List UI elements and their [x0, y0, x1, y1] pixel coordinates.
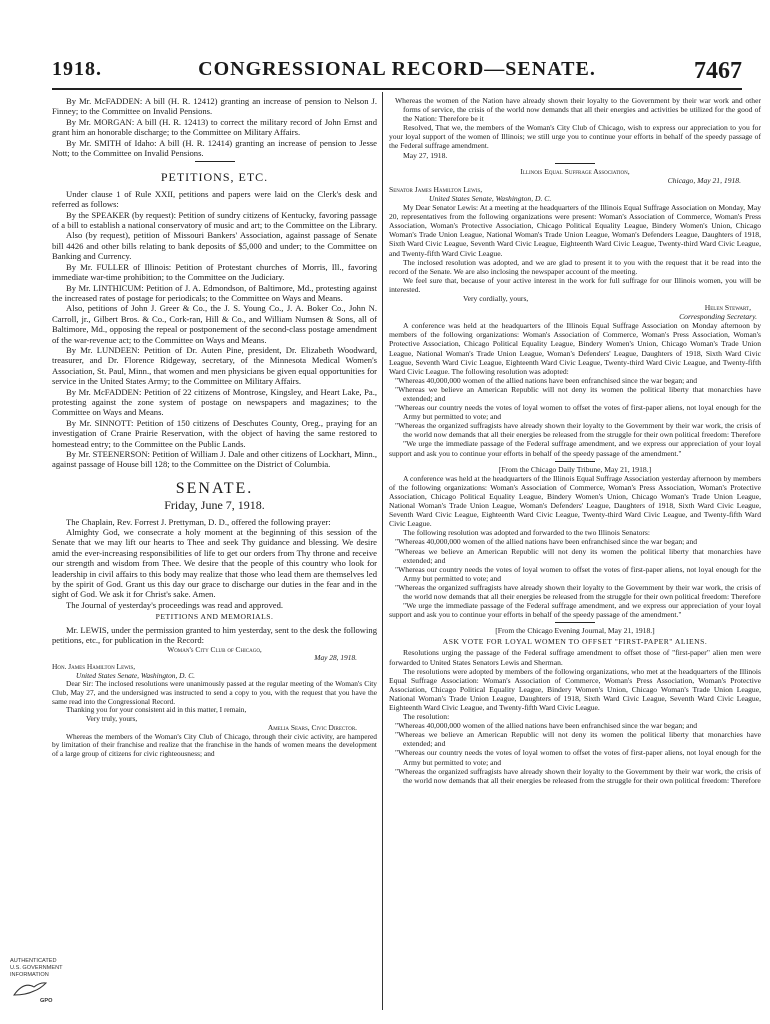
gpo-seal-line: INFORMATION: [10, 972, 49, 978]
short-rule: [555, 622, 595, 623]
signature: Amelia Sears, Civic Director.: [267, 722, 357, 732]
page-title: CONGRESSIONAL RECORD—SENATE.: [198, 58, 596, 80]
article-headline: ASK VOTE FOR LOYAL WOMEN TO OFFSET "FIRST-PAPER" ALIENS.: [442, 637, 708, 647]
gpo-seal-line: AUTHENTICATED: [10, 958, 57, 964]
letter-date: Chicago, May 21, 1918.: [667, 175, 741, 185]
whereas-paragraph: "Whereas we believe an American Republic will not deny its women the political liberty that monarchies have extended; and: [395, 546, 761, 565]
paragraph: The Journal of yesterday's proceedings was read and approved.: [66, 599, 284, 610]
short-rule: [555, 163, 595, 164]
paragraph: A conference was held at the headquarters of the Illinois Equal Suffrage Association on Monday afternoon by members of the following organizations: Woman's Association of Commerce, Woman's Press Association, Woman's Protective Association, Chicago Political Equality League, Bindery Women's Union, Chicago Woman's Trade Union League, National Woman's Trade Union League, Woman's Defenders' League, Daughters of 1918, Sixth Ward Civic League, Seventh Ward Civic League, Eighteenth Ward Civic League, Twenty-third Ward Civic League, and Twenty-fifth Ward Civic League. The following resolution was adopted:: [389, 321, 761, 376]
paragraph: A conference was held at the headquarters of the Illinois Equal Suffrage Association yesterday afternoon by members of the following organizations: Woman's Association of Commerce, Woman's Press Association, Woman's Protective Association, Chicago Political Equality League, Bindery Women's Union, Chicago Woman's Trade Union League, National Woman's Trade Union League, Woman's Defenders' League, Daughters of 1918, Sixth Ward Civic League, Seventh Ward Civic League, Eighteenth Ward Civic League, Twenty-third Ward Civic League, and Twenty-fifth Ward Civic League.: [389, 473, 761, 529]
addressee-location: United States Senate, Washington, D. C.: [76, 670, 195, 680]
paragraph: The following resolution was adopted and forwarded to the two Illinois Senators:: [403, 528, 650, 538]
resolution-paragraph: "We urge the immediate passage of the Federal suffrage amendment, and we express our appreciation of your loyal support and ask you to continue your efforts in behalf of the speedy passage of the amendment.": [389, 439, 761, 458]
letter-body: We feel sure that, because of your active interest in the work for full suffrage for our Illinois women, you will be interested.: [389, 275, 761, 294]
short-rule: [195, 161, 235, 162]
bill-paragraph: By Mr. SMITH of Idaho: A bill (H. R. 12414) granting an increase of pension to Jesse Nott; to the Committee on Invalid Pensions.: [52, 137, 377, 159]
letter-closing: Very cordially, yours,: [463, 293, 529, 303]
bill-paragraph: By Mr. MORGAN: A bill (H. R. 12413) to correct the military record of John Ernst and grant him an honorable discharge; to the Committee on Military Affairs.: [52, 116, 377, 138]
paragraph: By Mr. LUNDEEN: Petition of Dr. Auten Pine, president, Dr. Elizabeth Woodward, treasurer, and Dr. Florence Ridgeway, secretary, of the Minnesota Medical Women's Association, St. Paul, Minn., that women and men physicians be given equal opportunities for service in the United States Army; to the Committee on Military Affairs.: [52, 344, 377, 387]
paragraph: By the SPEAKER (by request): Petition of sundry citizens of Kentucky, favoring passage of a bill to establish a national conservatory of music and art; to the Committee on the Library.: [52, 209, 377, 231]
date-line: May 27, 1918.: [403, 150, 448, 160]
eagle-icon: [10, 979, 50, 999]
paragraph: Also, petitions of John J. Greer & Co., the J. S. Young Co., J. A. Boker Co., John N. Carroll, jr., Gilbert Bros. & Co., Cork-ran, Hill & Co., and William Numsen & Sons, all of Baltimore, Md., opposing the repeal or postponement of the second-class postage amendment of the war-revenue act; to the Committee on Ways and Means.: [52, 303, 377, 345]
right-column: [389, 96, 761, 785]
letter-body: The inclosed resolution was adopted, and we are glad to present it to you with the request that it be read into the record of the Senate. We are also inclosing the newspaper account of the meeting.: [389, 257, 761, 276]
page-header: [52, 58, 742, 88]
paragraph: By Mr. LINTHICUM: Petition of J. A. Edmondson, of Baltimore, Md., protesting against the increased rates of postage for periodicals; to the Committee on Ways and Means.: [52, 282, 377, 303]
section-title-petitions: PETITIONS, ETC.: [160, 170, 269, 185]
resolution-paragraph: "We urge the immediate passage of the Federal suffrage amendment, and we express our appreciation of your loyal support and ask you to continue your efforts in behalf of the speedy passage of the amendment.": [389, 601, 761, 620]
letter-body: My Dear Senator Lewis: At a meeting at the headquarters of the Illinois Equal Suffrage Association on Monday, May 20, representatives from the following organizations were present: Woman's Association of Commerce, Woman's Press Association, Woman's Protective Association, Chicago Political Equality League, Bindery Women's Union, Chicago Woman's Trade Union League, National Woman's Trade Union League, Woman's Defenders League, Daughters of 1918, Sixth Ward Civic League, Seventh Ward Civic League, Eighteenth Ward Civic League, Twenty-third Ward Civic League, and Twenty-fifth Ward Civic League.: [389, 203, 761, 258]
page-number: 7467: [694, 58, 742, 84]
paragraph: Under clause 1 of Rule XXII, petitions and papers were laid on the Clerk's desk and referred as follows:: [52, 188, 377, 210]
source-citation: [From the Chicago Evening Journal, May 21, 1918.]: [495, 626, 655, 636]
whereas-paragraph: "Whereas the organized suffragists have already shown their loyalty to the Government by their war work, the crisis of the world now demands that all their energies be released from the struggle for their own political freedom: Therefore: [395, 582, 761, 601]
whereas-paragraph: Whereas the members of the Woman's City Club of Chicago, through their civic activity, are hampered by limitation of their franchise and realize that the franchise in the hands of women means the development of a large group of citizens for civic righteousness; and: [52, 731, 377, 758]
subheading-petitions-memorials: PETITIONS AND MEMORIALS.: [155, 612, 274, 622]
paragraph: By Mr. FULLER of Illinois: Petition of Protestant churches of Morris, Ill., favoring immediate war-time prohibition; to the Committee on the Judiciary.: [52, 261, 377, 283]
whereas-paragraph: "Whereas we believe an American Republic will not deny its women the political liberty that monarchies have extended; and: [395, 384, 761, 403]
source-citation: [From the Chicago Daily Tribune, May 21, 1918.]: [498, 464, 652, 474]
club-name: Woman's City Club of Chicago,: [167, 644, 262, 654]
whereas-paragraph: "Whereas our country needs the votes of loyal women to offset the votes of first-paper aliens, not loyal enough for the Army but permitted to vote; and: [395, 564, 761, 583]
resolved-paragraph: Resolved, That we, the members of the Woman's City Club of Chicago, wish to express our appreciation to you for your loyal support of the women of Illinois; we still urge you to continue your efforts in behalf of the speedy passage of the Federal suffrage amendment.: [389, 123, 761, 151]
whereas-paragraph: "Whereas our country needs the votes of loyal women to offset the votes of first-paper aliens, not loyal enough for the Army but permitted to vote; and: [395, 748, 761, 767]
prayer: Almighty God, we consecrate a holy moment at the beginning of this session of the Senate that we may lift our hearts to Thee and seek Thy guidance and blessing. We desire amid the ever-increasing responsibilities of life to get our orders from Thy throne and receive our strength and wisdom from Thee. We desire that the people of this country who look for leadership in civil affairs to this body may realize that those who lead them are themselves led by the spirit of God. Grant us this day our grace to discharge our duties in the fear and in the sight of God. We ask it for Christ's sake. Amen.: [52, 527, 377, 600]
paragraph: By Mr. STEENERSON: Petition of William J. Dale and other citizens of Lockhart, Minn., against passage of House bill 128; to the Committee on the District of Columbia.: [52, 449, 377, 470]
addressee: Senator James Hamilton Lewis,: [389, 184, 483, 194]
paragraph: By Mr. SINNOTT: Petition of 150 citizens of Deschutes County, Oreg., praying for an investigation of Crane Prairie Reservation, with the object of having the same restored to homestead entry; to the Committee on the Public Lands.: [52, 417, 377, 449]
whereas-paragraph: "Whereas we believe an American Republic will not deny its women the political liberty that monarchies have extended; and: [395, 730, 761, 749]
whereas-paragraph: "Whereas 40,000,000 women of the allied nations have been enfranchised since the war began; and: [395, 375, 698, 385]
addressee-location: United States Senate, Washington, D. C.: [429, 193, 552, 203]
left-column: [52, 96, 377, 759]
letter-closing: Very truly, yours,: [86, 714, 138, 724]
bill-paragraph: By Mr. McFADDEN: A bill (H. R. 12412) granting an increase of pension to Nelson J. Finney; to the Committee on Invalid Pensions.: [52, 96, 377, 117]
paragraph: Also (by request), petition of Missouri Bankers' Association, against passage of Senate bill 4426 and other bills relating to bank deposits of $5,000 and under; to the Committee on Banking and Currency.: [52, 230, 377, 262]
signature: Helen Stewart,: [704, 303, 751, 313]
column-divider: [382, 92, 383, 1010]
organization-name: Illinois Equal Suffrage Association,: [520, 166, 630, 176]
paragraph: The resolution:: [403, 712, 450, 722]
gpo-seal-line: U.S. GOVERNMENT: [10, 965, 63, 971]
whereas-paragraph: "Whereas 40,000,000 women of the allied nations have been enfranchised since the war began; and: [395, 721, 698, 731]
section-title-senate: SENATE.: [175, 479, 254, 497]
header-rule: [52, 88, 742, 90]
year: 1918.: [52, 58, 102, 80]
letter-body: Dear Sir: The inclosed resolutions were unanimously passed at the regular meeting of the Woman's City Club, May 27, and the undersigned was instructed to send a copy to you, with the request that you have the same read into the Congressional Record.: [52, 679, 377, 706]
whereas-paragraph: "Whereas the organized suffragists have already shown their loyalty to the Government by their war work, the crisis of the world now demands that all their energies be released from the struggle for their own political freedom: Therefore: [395, 421, 761, 440]
whereas-paragraph: "Whereas 40,000,000 women of the allied nations have been enfranchised since the war began; and: [395, 537, 698, 547]
paragraph: By Mr. McFADDEN: Petition of 22 citizens of Montrose, Kingsley, and Heart Lake, Pa., protesting against the zone system of postage on newspapers and magazines; to the Committee on Ways and Means.: [52, 386, 377, 418]
club-date: May 28, 1918.: [314, 653, 357, 663]
paragraph: The resolutions were adopted by members of the following organizations, who met at the headquarters of the Illinois Equal Suffrage Association: Woman's Association of Commerce, Woman's Press Association, Woman's Protective Association, Chicago Political Equality League, Bindery Women's Union, Chicago Woman's Trade Union League, National Woman's Trade Union League, Daughters of 1918, Sixth Ward Civic League, Seventh Ward Civic League, Eighteenth Ward Civic League, and Twenty-fifth Ward Civic League.: [389, 666, 761, 712]
paragraph: Resolutions urging the passage of the Federal suffrage amendment to offset those of "first-paper" alien men were forwarded to United States Senators Lewis and Sherman.: [389, 648, 761, 667]
signature-title: Corresponding Secretary.: [679, 312, 757, 322]
whereas-paragraph: "Whereas the organized suffragists have already shown their loyalty to the Government by their war work, the crisis of the world now demands that all their energies be released from the struggle for their own political freedom: Therefore: [395, 766, 761, 785]
paragraph: Mr. LEWIS, under the permission granted to him yesterday, sent to the desk the following petitions, etc., for publication in the Record:: [52, 624, 377, 646]
whereas-paragraph: "Whereas our country needs the votes of loyal women to offset the votes of first-paper aliens, not loyal enough for the Army but permitted to vote; and: [395, 403, 761, 422]
session-date: Friday, June 7, 1918.: [164, 498, 265, 513]
paragraph: The Chaplain, Rev. Forrest J. Prettyman, D. D., offered the following prayer:: [66, 516, 331, 527]
letter-body: Thanking you for your consistent aid in this matter, I remain,: [66, 705, 247, 715]
gpo-authentication-seal: [10, 958, 74, 1018]
addressee: Hon. James Hamilton Lewis,: [52, 661, 136, 671]
whereas-paragraph: Whereas the women of the Nation have already shown their loyalty to the Government by their war work and other forms of service, the crisis of the world now demands that all their energies and activities be utilized for the good of the Nation: Therefore be it: [395, 96, 761, 124]
short-rule: [555, 461, 595, 462]
gpo-label: GPO: [40, 998, 53, 1004]
